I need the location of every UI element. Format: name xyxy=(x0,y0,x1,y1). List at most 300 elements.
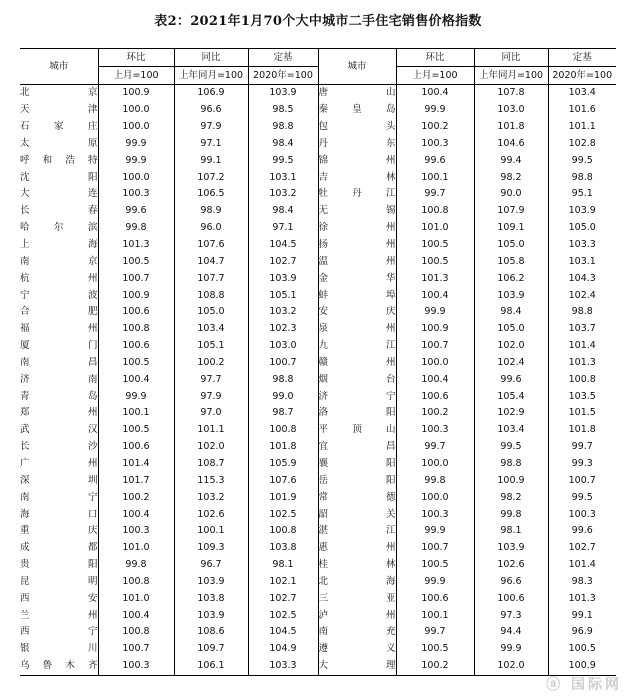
cell-fixed-right: 103.4 xyxy=(548,85,616,102)
table-row xyxy=(20,405,616,422)
table-row xyxy=(20,136,616,153)
table-row xyxy=(20,573,616,590)
cell-fixed-right: 100.3 xyxy=(548,506,616,523)
cell-city-right: 九江 xyxy=(318,338,396,355)
table-row xyxy=(20,220,616,237)
cell-mom-left: 101.4 xyxy=(98,456,174,473)
cell-mom-left: 100.0 xyxy=(98,119,174,136)
cell-yoy-left: 106.1 xyxy=(174,658,248,675)
cell-mom-right: 100.3 xyxy=(396,506,474,523)
table-row xyxy=(20,270,616,287)
cell-city-left: 北京 xyxy=(20,87,98,99)
cell-yoy-right: 102.9 xyxy=(474,405,548,422)
cell-city-left: 呼和浩特 xyxy=(20,154,98,166)
cell-fixed-left: 102.5 xyxy=(248,607,318,624)
cell-fixed-right: 101.6 xyxy=(548,102,616,119)
cell-yoy-left: 109.7 xyxy=(174,641,248,658)
cell-yoy-left: 107.2 xyxy=(174,169,248,186)
cell-fixed-left: 103.9 xyxy=(248,85,318,102)
cell-fixed-right: 95.1 xyxy=(548,186,616,203)
cell-yoy-right: 101.8 xyxy=(474,119,548,136)
cell-mom-left: 100.1 xyxy=(98,405,174,422)
cell-yoy-right: 94.4 xyxy=(474,624,548,641)
cell-yoy-right: 98.1 xyxy=(474,523,548,540)
cell-yoy-left: 100.2 xyxy=(174,355,248,372)
cell-mom-right: 101.3 xyxy=(396,270,474,287)
cell-fixed-right: 102.4 xyxy=(548,287,616,304)
cell-fixed-left: 98.5 xyxy=(248,102,318,119)
cell-yoy-left: 97.9 xyxy=(174,119,248,136)
cell-mom-right: 101.0 xyxy=(396,220,474,237)
cell-fixed-right: 103.1 xyxy=(548,253,616,270)
cell-fixed-right: 98.3 xyxy=(548,573,616,590)
cell-mom-right: 100.5 xyxy=(396,237,474,254)
table-row xyxy=(20,641,616,658)
cell-mom-right: 100.0 xyxy=(396,355,474,372)
cell-yoy-right: 96.6 xyxy=(474,573,548,590)
table-row xyxy=(20,590,616,607)
cell-city-left: 重庆 xyxy=(20,525,98,537)
cell-fixed-right: 99.1 xyxy=(548,607,616,624)
cell-fixed-left: 99.5 xyxy=(248,152,318,169)
cell-city-left: 沈阳 xyxy=(20,171,98,183)
cell-fixed-right: 101.4 xyxy=(548,338,616,355)
cell-mom-left: 99.9 xyxy=(98,388,174,405)
cell-yoy-left: 102.0 xyxy=(174,439,248,456)
cell-yoy-right: 103.9 xyxy=(474,287,548,304)
cell-mom-left: 99.6 xyxy=(98,203,174,220)
cell-yoy-right: 103.4 xyxy=(474,422,548,439)
cell-city-right: 北海 xyxy=(318,573,396,590)
cell-city-right: 韶关 xyxy=(318,506,396,523)
header-fixed-right: 定基 xyxy=(548,49,616,67)
cell-fixed-right: 100.9 xyxy=(548,658,616,675)
cell-city-right: 宜昌 xyxy=(318,439,396,456)
cell-fixed-right: 100.7 xyxy=(548,472,616,489)
cell-city-right: 泉州 xyxy=(318,321,396,338)
table-row xyxy=(20,624,616,641)
cell-yoy-right: 106.2 xyxy=(474,270,548,287)
table-row xyxy=(20,371,616,388)
cell-city-left: 石家庄 xyxy=(20,121,98,133)
cell-mom-right: 100.4 xyxy=(396,287,474,304)
cell-yoy-left: 105.0 xyxy=(174,304,248,321)
cell-yoy-left: 105.1 xyxy=(174,338,248,355)
cell-yoy-right: 105.8 xyxy=(474,253,548,270)
cell-fixed-left: 103.1 xyxy=(248,169,318,186)
cell-fixed-right: 102.8 xyxy=(548,136,616,153)
header-mom-base-right: 上月=100 xyxy=(396,67,474,85)
header-fixed-left: 定基 xyxy=(248,49,318,67)
table-row xyxy=(20,169,616,186)
cell-city-left: 成都 xyxy=(20,542,98,554)
table-row xyxy=(20,237,616,254)
cell-city-right: 南充 xyxy=(318,624,396,641)
cell-city-right: 赣州 xyxy=(318,355,396,372)
header-mom-right: 环比 xyxy=(396,49,474,67)
table-row xyxy=(20,439,616,456)
cell-fixed-right: 105.0 xyxy=(548,220,616,237)
cell-mom-left: 100.4 xyxy=(98,506,174,523)
cell-mom-left: 100.5 xyxy=(98,422,174,439)
cell-mom-left: 99.9 xyxy=(98,136,174,153)
cell-city-right: 常德 xyxy=(318,489,396,506)
cell-fixed-right: 103.9 xyxy=(548,203,616,220)
cell-fixed-left: 102.7 xyxy=(248,253,318,270)
cell-yoy-right: 100.9 xyxy=(474,472,548,489)
table-row xyxy=(20,506,616,523)
cell-city-right: 遵义 xyxy=(318,641,396,658)
cell-mom-left: 100.6 xyxy=(98,439,174,456)
cell-mom-left: 99.8 xyxy=(98,557,174,574)
cell-city-right: 丹东 xyxy=(318,136,396,153)
cell-mom-right: 100.7 xyxy=(396,338,474,355)
cell-fixed-right: 99.5 xyxy=(548,489,616,506)
cell-fixed-left: 98.8 xyxy=(248,119,318,136)
cell-yoy-left: 97.7 xyxy=(174,371,248,388)
cell-city-right: 济宁 xyxy=(318,388,396,405)
cell-mom-right: 100.5 xyxy=(396,641,474,658)
cell-yoy-right: 99.5 xyxy=(474,439,548,456)
table-header xyxy=(20,49,616,85)
cell-fixed-right: 101.3 xyxy=(548,355,616,372)
cell-city-right: 扬州 xyxy=(318,237,396,254)
cell-yoy-left: 108.7 xyxy=(174,456,248,473)
cell-fixed-left: 100.7 xyxy=(248,355,318,372)
cell-yoy-left: 108.6 xyxy=(174,624,248,641)
cell-fixed-right: 99.3 xyxy=(548,456,616,473)
cell-city-left: 贵阳 xyxy=(20,559,98,571)
cell-fixed-left: 104.9 xyxy=(248,641,318,658)
cell-yoy-right: 99.6 xyxy=(474,371,548,388)
cell-city-left: 上海 xyxy=(20,239,98,251)
cell-yoy-right: 99.8 xyxy=(474,506,548,523)
cell-mom-right: 99.9 xyxy=(396,304,474,321)
cell-city-right: 襄阳 xyxy=(318,456,396,473)
cell-fixed-right: 102.7 xyxy=(548,540,616,557)
cell-fixed-left: 103.8 xyxy=(248,540,318,557)
cell-yoy-left: 103.2 xyxy=(174,489,248,506)
cell-city-left: 海口 xyxy=(20,508,98,520)
cell-city-right: 岳阳 xyxy=(318,472,396,489)
cell-city-right: 温州 xyxy=(318,253,396,270)
cell-fixed-left: 104.5 xyxy=(248,624,318,641)
cell-city-right: 桂林 xyxy=(318,557,396,574)
header-city-right: 城市 xyxy=(318,49,396,85)
cell-yoy-left: 107.6 xyxy=(174,237,248,254)
cell-mom-right: 100.1 xyxy=(396,607,474,624)
cell-city-left: 青岛 xyxy=(20,390,98,402)
cell-city-left: 昆明 xyxy=(20,575,98,587)
table-row xyxy=(20,540,616,557)
cell-fixed-left: 100.8 xyxy=(248,523,318,540)
cell-mom-left: 101.0 xyxy=(98,590,174,607)
cell-yoy-right: 109.1 xyxy=(474,220,548,237)
cell-fixed-left: 103.3 xyxy=(248,658,318,675)
cell-yoy-right: 105.4 xyxy=(474,388,548,405)
cell-mom-right: 100.0 xyxy=(396,456,474,473)
cell-yoy-left: 102.6 xyxy=(174,506,248,523)
cell-fixed-right: 96.9 xyxy=(548,624,616,641)
cell-yoy-right: 99.9 xyxy=(474,641,548,658)
cell-city-left: 西安 xyxy=(20,592,98,604)
cell-mom-right: 100.3 xyxy=(396,136,474,153)
header-mom-left: 环比 xyxy=(98,49,174,67)
cell-city-left: 武汉 xyxy=(20,424,98,436)
cell-mom-right: 100.6 xyxy=(396,388,474,405)
cell-yoy-right: 103.0 xyxy=(474,102,548,119)
cell-yoy-right: 102.6 xyxy=(474,557,548,574)
cell-city-left: 郑州 xyxy=(20,407,98,419)
cell-fixed-left: 102.7 xyxy=(248,590,318,607)
cell-mom-left: 100.2 xyxy=(98,489,174,506)
cell-mom-left: 99.8 xyxy=(98,220,174,237)
table-row xyxy=(20,102,616,119)
cell-city-left: 厦门 xyxy=(20,340,98,352)
cell-city-left: 天津 xyxy=(20,104,98,116)
cell-mom-right: 99.7 xyxy=(396,439,474,456)
cell-fixed-right: 100.8 xyxy=(548,371,616,388)
cell-yoy-left: 100.1 xyxy=(174,523,248,540)
cell-fixed-left: 107.6 xyxy=(248,472,318,489)
cell-fixed-right: 101.3 xyxy=(548,590,616,607)
cell-mom-right: 100.7 xyxy=(396,540,474,557)
table-row xyxy=(20,186,616,203)
cell-fixed-right: 98.8 xyxy=(548,304,616,321)
cell-city-right: 包头 xyxy=(318,119,396,136)
cell-city-right: 大理 xyxy=(318,658,396,675)
cell-yoy-left: 97.1 xyxy=(174,136,248,153)
cell-fixed-right: 101.4 xyxy=(548,557,616,574)
table-row xyxy=(20,557,616,574)
cell-fixed-right: 98.8 xyxy=(548,169,616,186)
cell-yoy-left: 106.9 xyxy=(174,85,248,102)
cell-city-right: 秦皇岛 xyxy=(318,102,396,119)
cell-fixed-right: 100.5 xyxy=(548,641,616,658)
cell-city-right: 金华 xyxy=(318,270,396,287)
cell-fixed-left: 101.9 xyxy=(248,489,318,506)
cell-yoy-left: 103.4 xyxy=(174,321,248,338)
table-title: 表2：2021年1月70个大中城市二手住宅销售价格指数 xyxy=(154,14,482,29)
cell-mom-right: 100.2 xyxy=(396,658,474,675)
cell-mom-right: 100.4 xyxy=(396,371,474,388)
cell-city-left: 杭州 xyxy=(20,272,98,284)
cell-fixed-left: 98.4 xyxy=(248,136,318,153)
cell-yoy-right: 103.9 xyxy=(474,540,548,557)
table-row xyxy=(20,85,616,102)
cell-city-left: 银川 xyxy=(20,643,98,655)
cell-mom-right: 99.9 xyxy=(396,523,474,540)
cell-yoy-right: 105.0 xyxy=(474,321,548,338)
cell-mom-left: 100.8 xyxy=(98,573,174,590)
cell-fixed-right: 103.3 xyxy=(548,237,616,254)
cell-yoy-right: 90.0 xyxy=(474,186,548,203)
cell-city-right: 洛阳 xyxy=(318,405,396,422)
table-row xyxy=(20,456,616,473)
cell-mom-left: 101.0 xyxy=(98,540,174,557)
cell-fixed-right: 104.3 xyxy=(548,270,616,287)
cell-fixed-left: 98.8 xyxy=(248,371,318,388)
cell-fixed-right: 101.8 xyxy=(548,422,616,439)
cell-mom-left: 100.4 xyxy=(98,371,174,388)
cell-mom-right: 100.2 xyxy=(396,119,474,136)
cell-yoy-left: 109.3 xyxy=(174,540,248,557)
cell-fixed-right: 99.7 xyxy=(548,439,616,456)
table-row xyxy=(20,388,616,405)
watermark-logo: ⓐ 国际网 xyxy=(546,677,622,693)
cell-yoy-right: 107.8 xyxy=(474,85,548,102)
cell-city-right: 徐州 xyxy=(318,220,396,237)
table-row xyxy=(20,321,616,338)
cell-yoy-left: 115.3 xyxy=(174,472,248,489)
cell-fixed-left: 102.3 xyxy=(248,321,318,338)
cell-fixed-right: 99.5 xyxy=(548,152,616,169)
table-row xyxy=(20,119,616,136)
cell-mom-left: 100.7 xyxy=(98,270,174,287)
cell-mom-left: 100.8 xyxy=(98,321,174,338)
table-row xyxy=(20,523,616,540)
cell-yoy-left: 97.9 xyxy=(174,388,248,405)
cell-yoy-left: 108.8 xyxy=(174,287,248,304)
table-row xyxy=(20,489,616,506)
cell-city-right: 泸州 xyxy=(318,607,396,624)
cell-yoy-right: 98.4 xyxy=(474,304,548,321)
cell-mom-left: 101.3 xyxy=(98,237,174,254)
cell-city-right: 吉林 xyxy=(318,169,396,186)
header-fixed-base-left: 2020年=100 xyxy=(248,67,318,85)
cell-yoy-left: 104.7 xyxy=(174,253,248,270)
cell-city-right: 惠州 xyxy=(318,540,396,557)
cell-mom-left: 100.5 xyxy=(98,355,174,372)
cell-mom-left: 99.9 xyxy=(98,152,174,169)
header-yoy-right: 同比 xyxy=(474,49,548,67)
table-row xyxy=(20,203,616,220)
cell-fixed-right: 103.5 xyxy=(548,388,616,405)
cell-yoy-right: 98.2 xyxy=(474,489,548,506)
cell-mom-right: 99.7 xyxy=(396,186,474,203)
cell-fixed-left: 103.0 xyxy=(248,338,318,355)
cell-mom-right: 99.8 xyxy=(396,472,474,489)
cell-mom-left: 100.7 xyxy=(98,641,174,658)
cell-yoy-right: 98.8 xyxy=(474,456,548,473)
cell-fixed-right: 99.6 xyxy=(548,523,616,540)
cell-city-right: 安庆 xyxy=(318,304,396,321)
header-yoy-base-right: 上年同月=100 xyxy=(474,67,548,85)
cell-fixed-left: 105.9 xyxy=(248,456,318,473)
cell-city-left: 南宁 xyxy=(20,491,98,503)
cell-city-right: 唐山 xyxy=(318,85,396,102)
cell-city-left: 深圳 xyxy=(20,474,98,486)
cell-city-left: 哈尔滨 xyxy=(20,222,98,234)
cell-fixed-left: 100.8 xyxy=(248,422,318,439)
cell-fixed-left: 101.8 xyxy=(248,439,318,456)
cell-mom-left: 101.7 xyxy=(98,472,174,489)
cell-fixed-left: 103.2 xyxy=(248,186,318,203)
cell-city-left: 长沙 xyxy=(20,441,98,453)
cell-city-right: 烟台 xyxy=(318,371,396,388)
cell-city-right: 蚌埠 xyxy=(318,287,396,304)
cell-yoy-right: 102.4 xyxy=(474,355,548,372)
cell-yoy-right: 102.0 xyxy=(474,338,548,355)
table-row xyxy=(20,658,616,675)
cell-yoy-right: 102.0 xyxy=(474,658,548,675)
cell-mom-right: 100.5 xyxy=(396,557,474,574)
cell-yoy-left: 107.7 xyxy=(174,270,248,287)
cell-yoy-left: 98.9 xyxy=(174,203,248,220)
cell-yoy-left: 103.8 xyxy=(174,590,248,607)
cell-city-right: 无锡 xyxy=(318,203,396,220)
cell-fixed-left: 98.1 xyxy=(248,557,318,574)
cell-fixed-left: 102.5 xyxy=(248,506,318,523)
cell-city-right: 湛江 xyxy=(318,523,396,540)
cell-yoy-left: 101.1 xyxy=(174,422,248,439)
cell-yoy-left: 106.5 xyxy=(174,186,248,203)
cell-mom-right: 99.9 xyxy=(396,102,474,119)
cell-city-left: 宁波 xyxy=(20,289,98,301)
cell-mom-left: 100.4 xyxy=(98,607,174,624)
cell-city-right: 三亚 xyxy=(318,590,396,607)
price-index-table xyxy=(20,48,616,676)
cell-mom-right: 100.5 xyxy=(396,253,474,270)
cell-mom-right: 100.2 xyxy=(396,405,474,422)
table-row xyxy=(20,304,616,321)
cell-city-left: 兰州 xyxy=(20,609,98,621)
table-row xyxy=(20,253,616,270)
cell-yoy-left: 99.1 xyxy=(174,152,248,169)
cell-mom-right: 99.9 xyxy=(396,573,474,590)
cell-city-right: 锦州 xyxy=(318,152,396,169)
cell-fixed-left: 98.4 xyxy=(248,203,318,220)
cell-mom-right: 100.3 xyxy=(396,422,474,439)
cell-mom-right: 100.0 xyxy=(396,489,474,506)
cell-fixed-left: 98.7 xyxy=(248,405,318,422)
cell-yoy-left: 96.7 xyxy=(174,557,248,574)
header-yoy-base-left: 上年同月=100 xyxy=(174,67,248,85)
cell-city-left: 济南 xyxy=(20,373,98,385)
cell-yoy-right: 105.0 xyxy=(474,237,548,254)
cell-city-left: 南京 xyxy=(20,255,98,267)
cell-city-left: 大连 xyxy=(20,188,98,200)
cell-fixed-right: 101.1 xyxy=(548,119,616,136)
cell-city-left: 合肥 xyxy=(20,306,98,318)
cell-city-left: 长春 xyxy=(20,205,98,217)
table-row xyxy=(20,338,616,355)
cell-mom-left: 100.9 xyxy=(98,85,174,102)
table-row xyxy=(20,355,616,372)
cell-mom-left: 100.8 xyxy=(98,624,174,641)
header-fixed-base-right: 2020年=100 xyxy=(548,67,616,85)
cell-yoy-right: 98.2 xyxy=(474,169,548,186)
cell-yoy-left: 96.0 xyxy=(174,220,248,237)
cell-mom-right: 100.9 xyxy=(396,321,474,338)
cell-fixed-left: 103.2 xyxy=(248,304,318,321)
cell-yoy-left: 96.6 xyxy=(174,102,248,119)
cell-city-left: 福州 xyxy=(20,323,98,335)
cell-mom-left: 100.0 xyxy=(98,102,174,119)
cell-mom-right: 99.7 xyxy=(396,624,474,641)
cell-yoy-left: 103.9 xyxy=(174,607,248,624)
cell-mom-left: 100.3 xyxy=(98,658,174,675)
cell-yoy-left: 103.9 xyxy=(174,573,248,590)
cell-yoy-right: 97.3 xyxy=(474,607,548,624)
cell-mom-right: 100.1 xyxy=(396,169,474,186)
cell-mom-right: 100.8 xyxy=(396,203,474,220)
cell-mom-right: 99.6 xyxy=(396,152,474,169)
cell-city-left: 广州 xyxy=(20,457,98,469)
cell-city-right: 平顶山 xyxy=(318,422,396,439)
cell-yoy-right: 100.6 xyxy=(474,590,548,607)
cell-city-left: 太原 xyxy=(20,137,98,149)
